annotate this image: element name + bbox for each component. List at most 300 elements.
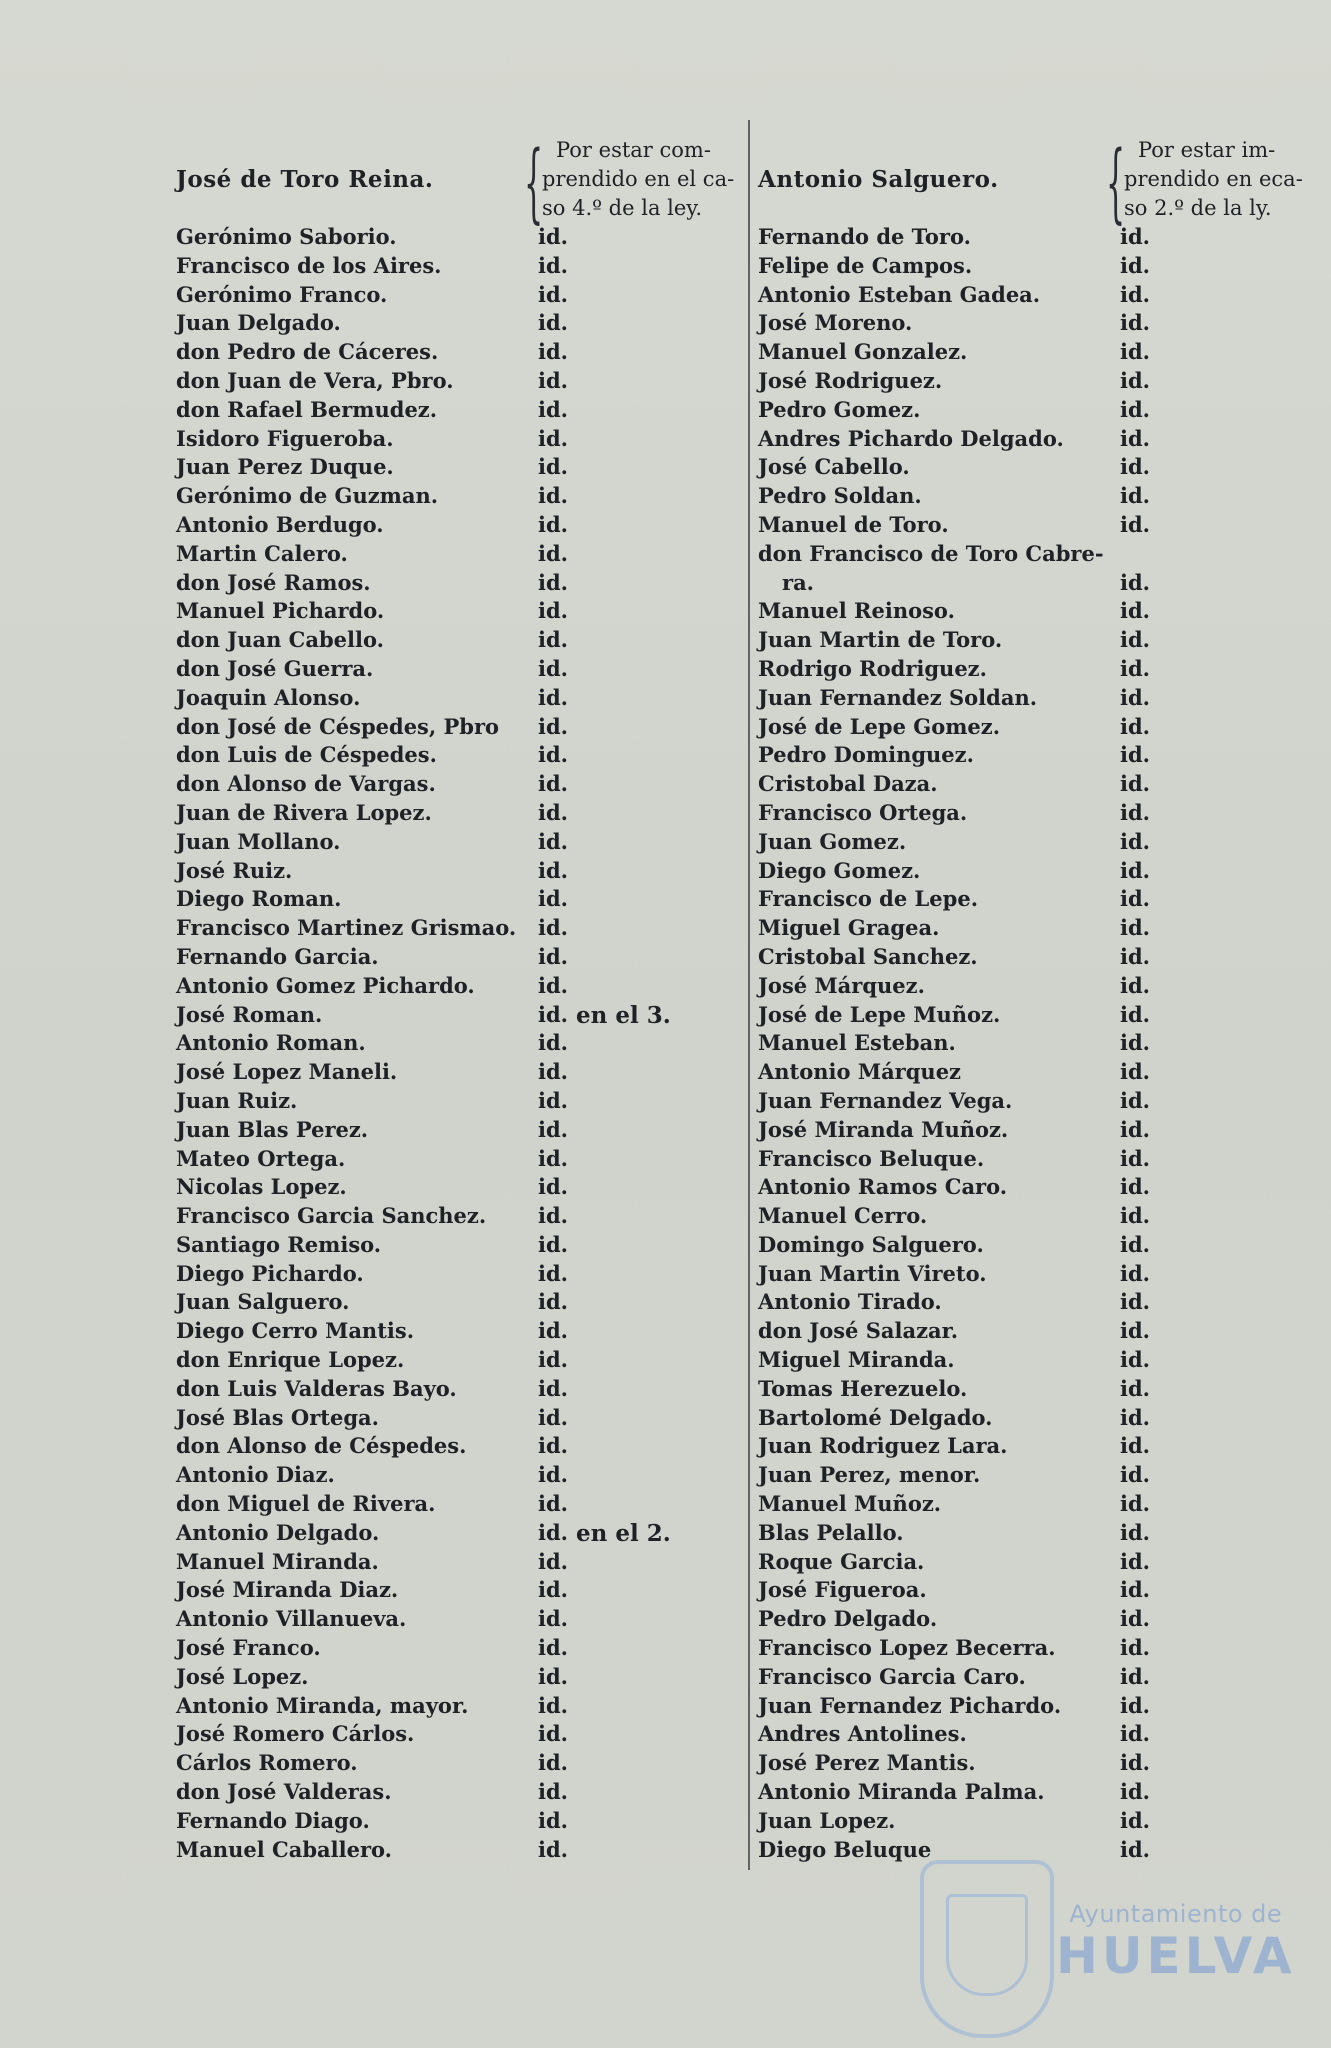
person-name: Juan Fernandez Vega.	[758, 1087, 1013, 1113]
left-list-item	[176, 310, 736, 339]
ditto-mark: id.	[1120, 1491, 1150, 1517]
ditto-mark: id.	[1120, 742, 1150, 768]
ditto-mark: id.	[538, 684, 568, 710]
left-list-item	[176, 1693, 736, 1722]
left-list-item	[176, 224, 736, 253]
person-name: Antonio Diaz.	[176, 1462, 335, 1488]
left-list-item	[176, 598, 736, 627]
left-list-item	[176, 483, 736, 512]
person-name: José Ruiz.	[176, 857, 293, 883]
left-list-item	[176, 685, 736, 714]
right-list-item	[758, 1088, 1318, 1117]
person-name: Manuel Muñoz.	[758, 1491, 942, 1517]
person-name: Pedro Delgado.	[758, 1606, 938, 1632]
person-name: José Lopez.	[176, 1663, 309, 1689]
person-name: Santiago Remiso.	[176, 1231, 382, 1257]
left-header-brace: {	[524, 133, 544, 233]
ditto-mark: id.	[538, 915, 568, 941]
left-list-item	[176, 1520, 736, 1549]
ditto-mark: id.	[538, 713, 568, 739]
left-list-item	[176, 714, 736, 743]
left-list-item	[176, 1462, 736, 1491]
person-name: Manuel de Toro.	[758, 511, 949, 537]
ditto-mark: id.	[538, 483, 568, 509]
person-name: Cristobal Sanchez.	[758, 943, 978, 969]
ditto-mark: id.	[1120, 396, 1150, 422]
right-list-item	[758, 1779, 1318, 1808]
left-list-item	[176, 886, 736, 915]
person-name: Manuel Esteban.	[758, 1030, 956, 1056]
left-column	[176, 133, 736, 1865]
person-name: José Rodriguez.	[758, 367, 943, 393]
person-name: Manuel Gonzalez.	[758, 339, 968, 365]
person-name: Gerónimo de Guzman.	[176, 483, 439, 509]
right-list-item	[758, 800, 1318, 829]
ditto-mark: id.	[1120, 1519, 1150, 1545]
left-list-item	[176, 1491, 736, 1520]
left-list-item	[176, 1117, 736, 1146]
person-name: Juan Ruiz.	[176, 1087, 298, 1113]
right-column	[758, 133, 1318, 1865]
person-name: Antonio Esteban Gadea.	[758, 281, 1041, 307]
ditto-mark: id.	[538, 511, 568, 537]
ditto-mark: id.	[1120, 1606, 1150, 1632]
left-list-item	[176, 1203, 736, 1232]
ditto-mark: id.	[538, 1203, 568, 1229]
person-name: Gerónimo Franco.	[176, 281, 388, 307]
right-list-item	[758, 397, 1318, 426]
ditto-mark: id.	[1120, 1663, 1150, 1689]
left-list-item	[176, 944, 736, 973]
ditto-mark: id.	[538, 1059, 568, 1085]
person-name: José Miranda Muñoz.	[758, 1116, 1009, 1142]
right-list-item	[758, 1577, 1318, 1606]
ditto-mark: id.	[538, 1663, 568, 1689]
case-annotation: en el 3.	[576, 1001, 671, 1029]
person-name: Blas Pelallo.	[758, 1519, 904, 1545]
right-list-item	[758, 1405, 1318, 1434]
right-note-line-1: Por estar im-	[1138, 138, 1276, 162]
right-list-item	[758, 454, 1318, 483]
left-list-item	[176, 800, 736, 829]
ditto-mark: id.	[538, 1462, 568, 1488]
person-name: don José Guerra.	[176, 655, 374, 681]
person-name: don José Ramos.	[176, 569, 371, 595]
left-list-item	[176, 1376, 736, 1405]
person-name: Juan Lopez.	[758, 1807, 896, 1833]
ditto-mark: id.	[538, 224, 568, 249]
ditto-mark: id.	[538, 598, 568, 624]
person-name: don Luis Valderas Bayo.	[176, 1375, 457, 1401]
person-name: José Franco.	[176, 1635, 321, 1661]
person-name: Felipe de Campos.	[758, 252, 973, 278]
right-list-item	[758, 570, 1318, 599]
right-list-item	[758, 1261, 1318, 1290]
left-list-item	[176, 512, 736, 541]
person-name: Francisco Garcia Caro.	[758, 1663, 1026, 1689]
ditto-mark: id.	[1120, 454, 1150, 480]
right-list-item	[758, 1635, 1318, 1664]
ditto-mark: id.	[538, 1347, 568, 1373]
right-list-item	[758, 1318, 1318, 1347]
person-name: don Francisco de Toro Cabre-	[758, 540, 1104, 566]
left-list-item	[176, 1549, 736, 1578]
right-name-list	[758, 224, 1318, 1865]
watermark	[1056, 1900, 1296, 1984]
right-note-line-2: prendido en eca-	[1124, 167, 1303, 191]
person-name: Antonio Roman.	[176, 1030, 366, 1056]
right-list-item	[758, 627, 1318, 656]
right-list-item	[758, 858, 1318, 887]
person-name: José Cabello.	[758, 454, 910, 480]
ditto-mark: id.	[538, 771, 568, 797]
right-list-item	[758, 1030, 1318, 1059]
left-list-item	[176, 454, 736, 483]
right-list-item	[758, 1117, 1318, 1146]
person-name: don Luis de Céspedes.	[176, 742, 437, 768]
ditto-mark: id.	[1120, 684, 1150, 710]
right-list-item	[758, 1232, 1318, 1261]
right-list-item	[758, 656, 1318, 685]
person-name: José Roman.	[176, 1001, 323, 1027]
ditto-mark: id.	[1120, 857, 1150, 883]
ditto-mark: id.	[1120, 1404, 1150, 1430]
ditto-mark: id.	[1120, 1289, 1150, 1315]
person-name: don José de Céspedes, Pbro	[176, 713, 500, 739]
right-list-item	[758, 1174, 1318, 1203]
left-list-item	[176, 1030, 736, 1059]
person-name: don Rafael Bermudez.	[176, 396, 438, 422]
ditto-mark: id.	[538, 1030, 568, 1056]
person-name: Pedro Gomez.	[758, 396, 921, 422]
ditto-mark: id.	[1120, 310, 1150, 336]
left-list-item	[176, 1837, 736, 1866]
right-list-item	[758, 1606, 1318, 1635]
left-list-item	[176, 1808, 736, 1837]
ditto-mark: id.	[1120, 1260, 1150, 1286]
person-name: Antonio Miranda Palma.	[758, 1779, 1045, 1805]
ditto-mark: id.	[538, 943, 568, 969]
person-name: Antonio Tirado.	[758, 1289, 942, 1315]
right-list-item	[758, 1808, 1318, 1837]
left-header-name: José de Toro Reina.	[176, 166, 434, 193]
left-list-item	[176, 368, 736, 397]
right-list-item	[758, 224, 1318, 253]
person-name: don José Salazar.	[758, 1318, 959, 1344]
person-name: Miguel Gragea.	[758, 915, 940, 941]
person-name: José Moreno.	[758, 310, 913, 336]
right-list-item	[758, 714, 1318, 743]
left-list-item	[176, 1433, 736, 1462]
ditto-mark: id.	[538, 454, 568, 480]
person-name: Diego Beluque	[758, 1836, 932, 1862]
ditto-mark: id.	[1120, 339, 1150, 365]
ditto-mark: id.	[538, 1318, 568, 1344]
person-name: Nicolas Lopez.	[176, 1174, 347, 1200]
right-list-item	[758, 339, 1318, 368]
ditto-mark: id.	[1120, 281, 1150, 307]
ditto-mark: id.	[538, 1491, 568, 1517]
left-note-line-1: Por estar com-	[556, 138, 711, 162]
ditto-mark: id.	[538, 655, 568, 681]
person-name: José Miranda Diaz.	[176, 1577, 399, 1603]
ditto-mark: id.	[538, 1404, 568, 1430]
person-name: don Juan Cabello.	[176, 627, 384, 653]
left-list-item	[176, 1779, 736, 1808]
left-list-item	[176, 1721, 736, 1750]
ditto-mark: id.	[538, 569, 568, 595]
person-name: Joaquin Alonso.	[176, 684, 361, 710]
ditto-mark: id.	[1120, 1750, 1150, 1776]
person-name: José Lopez Maneli.	[176, 1059, 398, 1085]
person-name: Fernando Garcia.	[176, 943, 379, 969]
person-name: José Márquez.	[758, 972, 925, 998]
right-list-item	[758, 253, 1318, 282]
ditto-mark: id.	[1120, 943, 1150, 969]
right-list-item	[758, 1520, 1318, 1549]
person-name: Juan Blas Perez.	[176, 1116, 369, 1142]
left-list-item	[176, 1606, 736, 1635]
left-note-line-3: so 4.º de la ley.	[542, 196, 703, 220]
ditto-mark: id.	[1120, 1030, 1150, 1056]
ditto-mark: id.	[538, 1519, 568, 1545]
person-name: Antonio Villanueva.	[176, 1606, 407, 1632]
person-name: José Figueroa.	[758, 1577, 927, 1603]
right-list-item	[758, 310, 1318, 339]
left-list-item	[176, 627, 736, 656]
ditto-mark: id.	[538, 1606, 568, 1632]
ditto-mark: id.	[1120, 915, 1150, 941]
left-list-item	[176, 1318, 736, 1347]
left-list-item	[176, 1750, 736, 1779]
right-list-item	[758, 1002, 1318, 1031]
person-name: Juan Fernandez Pichardo.	[758, 1692, 1062, 1718]
ditto-mark: id.	[1120, 972, 1150, 998]
left-column-header	[176, 133, 736, 233]
ditto-mark: id.	[1120, 1116, 1150, 1142]
ditto-mark: id.	[538, 828, 568, 854]
ditto-mark: id.	[1120, 1721, 1150, 1747]
left-list-item	[176, 339, 736, 368]
ditto-mark: id.	[1120, 1433, 1150, 1459]
ditto-mark: id.	[538, 1001, 568, 1027]
left-list-item	[176, 1405, 736, 1434]
watermark-line-1: Ayuntamiento de	[1069, 1900, 1283, 1928]
left-list-item	[176, 1059, 736, 1088]
left-list-item	[176, 1088, 736, 1117]
person-name: Francisco Garcia Sanchez.	[176, 1203, 487, 1229]
person-name: Francisco Beluque.	[758, 1145, 985, 1171]
right-list-item	[758, 829, 1318, 858]
ditto-mark: id.	[538, 1375, 568, 1401]
ditto-mark: id.	[1120, 655, 1150, 681]
left-list-item	[176, 1577, 736, 1606]
right-list-item	[758, 973, 1318, 1002]
ditto-mark: id.	[538, 540, 568, 566]
left-list-item	[176, 570, 736, 599]
ditto-mark: id.	[1120, 1087, 1150, 1113]
ditto-mark: id.	[1120, 1462, 1150, 1488]
left-list-item	[176, 1289, 736, 1318]
person-name: Andres Antolines.	[758, 1721, 967, 1747]
person-name: Juan Mollano.	[176, 828, 341, 854]
person-name: ra.	[782, 569, 814, 595]
person-name: don Alonso de Vargas.	[176, 771, 436, 797]
person-name: Antonio Ramos Caro.	[758, 1174, 1008, 1200]
right-list-item	[758, 685, 1318, 714]
ditto-mark: id.	[1120, 1577, 1150, 1603]
case-annotation: en el 2.	[576, 1519, 671, 1547]
ditto-mark: id.	[538, 425, 568, 451]
person-name: Francisco Lopez Becerra.	[758, 1635, 1056, 1661]
ditto-mark: id.	[538, 1779, 568, 1805]
person-name: José Romero Cárlos.	[176, 1721, 415, 1747]
person-name: Antonio Miranda, mayor.	[176, 1692, 469, 1718]
person-name: Antonio Gomez Pichardo.	[176, 972, 475, 998]
person-name: José Perez Mantis.	[758, 1750, 976, 1776]
left-list-item	[176, 771, 736, 800]
person-name: Juan Rodriguez Lara.	[758, 1433, 1008, 1459]
right-list-item	[758, 1347, 1318, 1376]
ditto-mark: id.	[1120, 425, 1150, 451]
ditto-mark: id.	[1120, 1001, 1150, 1027]
person-name: Gerónimo Saborio.	[176, 224, 397, 249]
ditto-mark: id.	[538, 1433, 568, 1459]
ditto-mark: id.	[1120, 1174, 1150, 1200]
ditto-mark: id.	[538, 1087, 568, 1113]
person-name: Francisco de los Aires.	[176, 252, 442, 278]
ditto-mark: id.	[538, 252, 568, 278]
ditto-mark: id.	[538, 1635, 568, 1661]
ditto-mark: id.	[538, 339, 568, 365]
right-list-item	[758, 915, 1318, 944]
person-name: Juan Salguero.	[176, 1289, 350, 1315]
left-list-item	[176, 656, 736, 685]
right-list-item	[758, 1462, 1318, 1491]
person-name: Manuel Pichardo.	[176, 598, 385, 624]
person-name: Manuel Caballero.	[176, 1836, 392, 1862]
person-name: José Blas Ortega.	[176, 1404, 379, 1430]
right-list-item	[758, 483, 1318, 512]
ditto-mark: id.	[538, 1548, 568, 1574]
ditto-mark: id.	[538, 1231, 568, 1257]
person-name: Isidoro Figueroba.	[176, 425, 394, 451]
left-list-item	[176, 426, 736, 455]
ditto-mark: id.	[1120, 1203, 1150, 1229]
ditto-mark: id.	[1120, 483, 1150, 509]
ditto-mark: id.	[538, 799, 568, 825]
right-list-item	[758, 598, 1318, 627]
person-name: José de Lepe Muñoz.	[758, 1001, 1001, 1027]
right-list-item	[758, 368, 1318, 397]
person-name: don Miguel de Rivera.	[176, 1491, 436, 1517]
right-note-line-3: so 2.º de la ly.	[1124, 196, 1272, 220]
person-name: Mateo Ortega.	[176, 1145, 346, 1171]
right-list-item	[758, 1721, 1318, 1750]
left-list-item	[176, 829, 736, 858]
person-name: Diego Cerro Mantis.	[176, 1318, 415, 1344]
right-list-item	[758, 1750, 1318, 1779]
ditto-mark: id.	[1120, 1548, 1150, 1574]
ditto-mark: id.	[538, 396, 568, 422]
ditto-mark: id.	[538, 1145, 568, 1171]
ditto-mark: id.	[1120, 1779, 1150, 1805]
person-name: Rodrigo Rodriguez.	[758, 655, 987, 681]
person-name: Manuel Reinoso.	[758, 598, 955, 624]
right-list-item	[758, 512, 1318, 541]
ditto-mark: id.	[538, 1836, 568, 1862]
person-name: Francisco Ortega.	[758, 799, 968, 825]
left-list-item	[176, 1635, 736, 1664]
person-name: Juan Fernandez Soldan.	[758, 684, 1038, 710]
person-name: don Alonso de Céspedes.	[176, 1433, 467, 1459]
ditto-mark: id.	[538, 1721, 568, 1747]
ditto-mark: id.	[1120, 1635, 1150, 1661]
left-header-note	[542, 136, 742, 223]
person-name: don Pedro de Cáceres.	[176, 339, 439, 365]
person-name: Juan Perez Duque.	[176, 454, 394, 480]
ditto-mark: id.	[1120, 1059, 1150, 1085]
ditto-mark: id.	[1120, 224, 1150, 249]
left-list-item	[176, 1232, 736, 1261]
ditto-mark: id.	[1120, 1807, 1150, 1833]
ditto-mark: id.	[1120, 799, 1150, 825]
right-list-item	[758, 1549, 1318, 1578]
ditto-mark: id.	[1120, 771, 1150, 797]
person-name: Cárlos Romero.	[176, 1750, 358, 1776]
ditto-mark: id.	[538, 367, 568, 393]
ditto-mark: id.	[538, 857, 568, 883]
left-list-item	[176, 397, 736, 426]
ditto-mark: id.	[538, 972, 568, 998]
person-name: Andres Pichardo Delgado.	[758, 425, 1064, 451]
ditto-mark: id.	[1120, 367, 1150, 393]
coat-of-arms-watermark-icon	[920, 1860, 1054, 2038]
ditto-mark: id.	[1120, 713, 1150, 739]
person-name: Pedro Soldan.	[758, 483, 922, 509]
left-list-item	[176, 973, 736, 1002]
ditto-mark: id.	[538, 310, 568, 336]
person-name: Antonio Delgado.	[176, 1519, 380, 1545]
left-list-item	[176, 253, 736, 282]
left-list-item	[176, 1261, 736, 1290]
person-name: Fernando de Toro.	[758, 224, 971, 249]
ditto-mark: id.	[1120, 627, 1150, 653]
person-name: Antonio Márquez	[758, 1059, 961, 1085]
person-name: Juan Martin de Toro.	[758, 627, 1003, 653]
person-name: Fernando Diago.	[176, 1807, 370, 1833]
ditto-mark: id.	[538, 1807, 568, 1833]
person-name: Francisco Martinez Grismao.	[176, 915, 517, 941]
ditto-mark: id.	[1120, 598, 1150, 624]
ditto-mark: id.	[538, 1577, 568, 1603]
ditto-mark: id.	[1120, 828, 1150, 854]
ditto-mark: id.	[1120, 569, 1150, 595]
ditto-mark: id.	[1120, 1145, 1150, 1171]
person-name: Roque Garcia.	[758, 1548, 925, 1574]
right-list-item	[758, 1146, 1318, 1175]
person-name: Juan Martin Vireto.	[758, 1260, 987, 1286]
person-name: Martin Calero.	[176, 540, 348, 566]
ditto-mark: id.	[538, 1750, 568, 1776]
ditto-mark: id.	[538, 627, 568, 653]
ditto-mark: id.	[1120, 252, 1150, 278]
person-name: don Enrique Lopez.	[176, 1347, 405, 1373]
right-header-name: Antonio Salguero.	[758, 166, 999, 193]
person-name: Miguel Miranda.	[758, 1347, 955, 1373]
right-list-item	[758, 426, 1318, 455]
person-name: Juan Delgado.	[176, 310, 341, 336]
